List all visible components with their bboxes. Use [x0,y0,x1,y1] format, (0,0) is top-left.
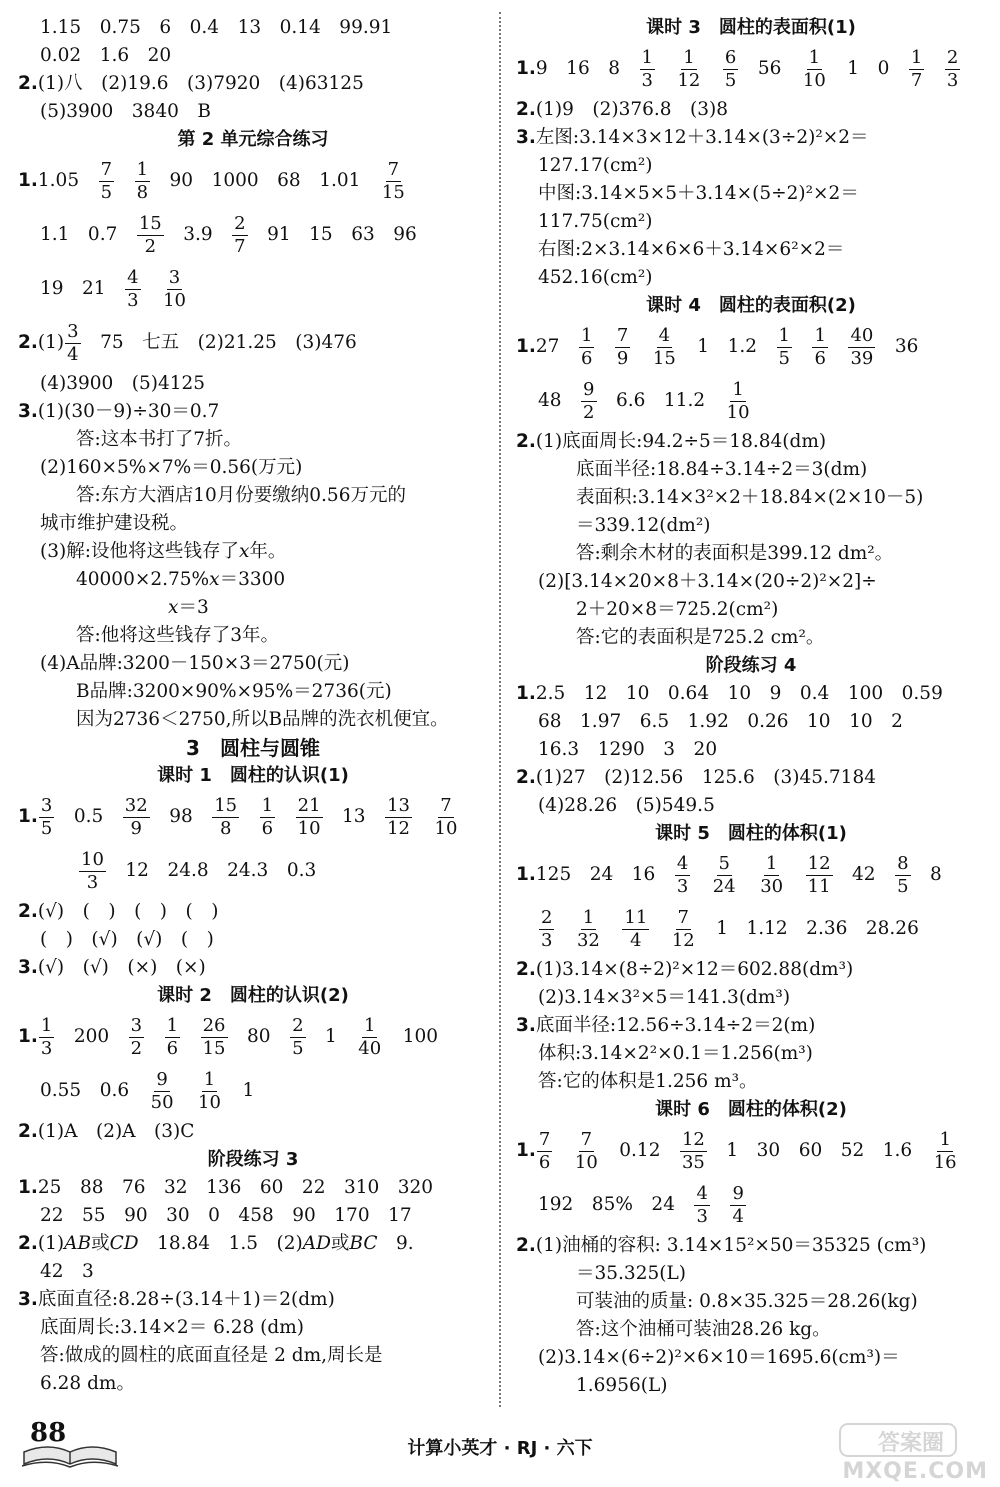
answer-line: B品牌:3200×90%×95%＝2736(元) [76,681,392,702]
answer-line: (5)3900 3840 B [40,101,211,122]
fraction: $\frac{7}{5}$ [100,158,113,203]
answer-line: 452.16(cm²) [538,267,653,288]
fraction: $\frac{7}{15}$ [381,158,405,203]
footer-title: 计算小英才 · RJ · 六下 [407,1438,593,1459]
answer-line: 答:它的表面积是725.2 cm²。 [576,627,825,648]
fraction: $\frac{21}{10}$ [297,794,321,839]
answer-line: ＝35.325(L) [576,1263,686,1284]
answer-item: 3.(1)(30－9)÷30＝0.7 [18,398,488,426]
watermark-logo-text: 答案圈 [877,1431,944,1456]
fraction: $\frac{1}{6}$ [580,324,593,369]
item-number: 1. [516,864,536,885]
fraction: $\frac{12}{11}$ [807,852,831,897]
answer-line: 1.1 0.7 $\frac{15}{2}$ 3.9 $\frac{2}{7}$ 91 15 63 96 [40,212,417,257]
fraction: $\frac{2}{5}$ [292,1014,304,1059]
item-number: 1. [516,1140,536,1161]
item-number: 3. [18,401,38,422]
fraction: $\frac{3}{4}$ [67,320,79,365]
fraction: $\frac{7}{10}$ [434,794,458,839]
fraction: $\frac{1}{16}$ [933,1128,957,1173]
answer-line: $\frac{2}{3}$ $\frac{1}{32}$ $\frac{11}{4}$ $\frac{7}{12}$ 1 1.12 2.36 28.26 [541,906,919,951]
answer-item: 2.(1)AB或CD 18.84 1.5 (2)AD或BC 9. [18,1230,488,1258]
answer-item: 1. $\frac{1}{3}$ 200 $\frac{3}{2}$ $\frac{1}{6}$ $\frac{26}{15}$ 80 $\frac{2}{5}$ 1 $\frac{1}{40}$ 100 [18,1010,488,1064]
fraction: $\frac{26}{15}$ [202,1014,226,1059]
answer-line: 答:做成的圆柱的底面直径是 2 dm,周长是 [40,1345,383,1366]
answer-item: 1.27 $\frac{1}{6}$ $\frac{7}{9}$ $\frac{4}{15}$ 1 1.2 $\frac{1}{5}$ $\frac{1}{6}$ $\frac{40}{39}$ 36 [516,320,986,374]
answer-line: 127.17(cm²) [538,155,653,176]
variable: x [209,569,220,590]
answer-line: 右图:2×3.14×6×6＋3.14×6²×2＝ [538,239,845,260]
item-number: 2. [18,1121,38,1142]
fraction: $\frac{7}{10}$ [574,1128,598,1173]
item-number: 3. [516,127,536,148]
variable: x [168,597,179,618]
answer-item: 2.(1)油桶的容积: 3.14×15²×50＝35325 (cm³) [516,1232,986,1260]
answer-line: (2)3.14×3²×5＝141.3(dm³) [538,987,791,1008]
right-column [516,14,986,1400]
item-number: 2. [18,73,38,94]
fraction: $\frac{9}{50}$ [150,1068,174,1113]
fraction: $\frac{15}{2}$ [138,212,162,257]
item-number: 1. [18,1026,38,1047]
answer-line: 6.28 dm。 [40,1373,135,1394]
fraction: $\frac{6}{5}$ [724,46,737,91]
fraction: $\frac{4}{3}$ [696,1182,708,1227]
answer-line: (4)A品牌:3200－150×3＝2750(元) [40,653,350,674]
answer-line: 117.75(cm²) [538,211,653,232]
answer-line: (2)160×5%×7%＝0.56(万元) [40,457,303,478]
answer-line: (4)28.26 (5)549.5 [538,795,715,816]
answer-line: 0.55 0.6 $\frac{9}{50}$ $\frac{1}{10}$ 1 [40,1068,255,1113]
item-number: 2. [516,99,536,120]
item-number: 2. [18,1233,38,1254]
answer-line: $\frac{10}{3}$ 12 24.8 24.3 0.3 [81,848,317,893]
item-number: 1. [516,683,536,704]
variable: x [238,541,250,562]
answer-line: 22 55 90 30 0 458 90 170 17 [40,1205,412,1226]
answer-item: 2.(1)八 (2)19.6 (3)7920 (4)63125 [18,70,488,98]
fraction: $\frac{3}{2}$ [130,1014,143,1059]
fraction: $\frac{8}{5}$ [897,852,909,897]
fraction: $\frac{11}{4}$ [624,906,648,951]
fraction: $\frac{1}{3}$ [40,1014,53,1059]
fraction: $\frac{1}{40}$ [358,1014,382,1059]
answer-item: 1.1.05 $\frac{7}{5}$ $\frac{1}{8}$ 90 1000 68 1.01 $\frac{7}{15}$ [18,154,488,208]
section-heading: 课时 1 圆柱的认识(1) [157,765,349,786]
answer-line: 答:他将这些钱存了3年。 [76,625,280,646]
fraction: $\frac{1}{6}$ [261,794,274,839]
item-number: 3. [18,957,38,978]
answer-item: 1.25 88 76 32 136 60 22 310 320 [18,1174,488,1202]
fraction: $\frac{10}{3}$ [81,848,104,893]
answer-line: 答:这个油桶可装油28.26 kg。 [576,1319,831,1340]
fraction: $\frac{1}{3}$ [641,46,653,91]
answer-item: 1. $\frac{7}{6}$ $\frac{7}{10}$ 0.12 $\frac{12}{35}$ 1 30 60 52 1.6 $\frac{1}{16}$ [516,1124,986,1178]
answer-line: (4)3900 (5)4125 [40,373,206,394]
fraction: $\frac{7}{9}$ [616,324,629,369]
fraction: $\frac{2}{3}$ [946,46,959,91]
section-heading: 阶段练习 4 [705,655,797,676]
answer-line: 体积:3.14×2²×0.1＝1.256(m³) [538,1043,813,1064]
fraction: $\frac{15}{8}$ [214,794,238,839]
fraction: $\frac{1}{6}$ [814,324,826,369]
item-number: 2. [18,332,38,353]
item-number: 1. [18,806,38,827]
answer-item: 3.左图:3.14×3×12＋3.14×(3÷2)²×2＝ [516,124,986,152]
fraction: $\frac{3}{5}$ [40,794,53,839]
fraction: $\frac{2}{7}$ [234,212,246,257]
variable: AB [64,1233,92,1254]
answer-line: 42 3 [40,1261,94,1282]
answer-line: ＝339.12(dm²) [576,515,711,536]
item-number: 2. [516,767,536,788]
section-heading: 课时 3 圆柱的表面积(1) [646,17,856,38]
fraction: $\frac{1}{8}$ [136,158,149,203]
answer-line: 底面半径:18.84÷3.14÷2＝3(dm) [576,459,868,480]
answer-line: x＝3 [18,594,488,622]
watermark [798,1420,988,1484]
answer-line: (3)解:设他将这些钱存了x年。 [18,538,488,566]
answer-line: 答:它的体积是1.256 m³。 [538,1071,758,1092]
answer-line: 68 1.97 6.5 1.92 0.26 10 10 2 [538,711,903,732]
fraction: $\frac{1}{10}$ [802,46,826,91]
fraction: $\frac{1}{7}$ [910,46,923,91]
answer-item: 1. $\frac{3}{5}$ 0.5 $\frac{32}{9}$ 98 $\frac{15}{8}$ $\frac{1}{6}$ $\frac{21}{10}$ 13 $\frac{13}{12}$ $\frac{7}{10}$ [18,790,488,844]
answer-line: 2＋20×8＝725.2(cm²) [576,599,779,620]
answer-line: 答:东方大酒店10月份要缴纳0.56万元的 [76,485,406,506]
column-divider [499,12,501,1407]
page-number: 88 [30,1418,67,1448]
answer-item: 2.(1)9 (2)376.8 (3)8 [516,96,986,124]
fraction: $\frac{4}{3}$ [127,266,139,311]
answer-item: 2.(1)A (2)A (3)C [18,1118,488,1146]
answer-item: 2.(1)3.14×(8÷2)²×12＝602.88(dm³) [516,956,986,984]
fraction: $\frac{1}{10}$ [198,1068,221,1113]
answer-item: 2.(1)底面周长:94.2÷5＝18.84(dm) [516,428,986,456]
answer-item: 1.125 24 16 $\frac{4}{3}$ $\frac{5}{24}$ $\frac{1}{30}$ $\frac{12}{11}$ 42 $\frac{8}{5}$ 8 [516,848,986,902]
section-heading: 课时 4 圆柱的表面积(2) [646,295,856,316]
answer-line: 答:这本书打了7折。 [76,429,243,450]
item-number: 2. [516,959,536,980]
fraction: $\frac{1}{5}$ [778,324,790,369]
section-heading: 课时 2 圆柱的认识(2) [157,985,349,1006]
fraction: $\frac{1}{30}$ [760,852,784,897]
answer-line: 因为2736＜2750,所以B品牌的洗衣机便宜。 [76,709,449,730]
answer-line: (2)[3.14×20×8＋3.14×(20÷2)²×2]÷ [538,571,877,592]
answer-line: 城市维护建设税。 [40,513,189,534]
fraction: $\frac{3}{10}$ [163,266,186,311]
answer-line: 底面周长:3.14×2＝ 6.28 (dm) [40,1317,304,1338]
answer-line: 1.6956(L) [576,1375,668,1396]
answer-line: (2)3.14×(6÷2)²×6×10＝1695.6(cm³)＝ [538,1347,900,1368]
answer-item: 1.2.5 12 10 0.64 10 9 0.4 100 0.59 [516,680,986,708]
fraction: $\frac{1}{32}$ [576,906,600,951]
answer-line: 16.3 1290 3 20 [538,739,718,760]
fraction: $\frac{9}{2}$ [583,378,595,423]
answer-item: 3.(√) (√) (×) (×) [18,954,488,982]
item-number: 2. [18,901,38,922]
item-number: 2. [516,431,536,452]
section-heading: 课时 6 圆柱的体积(2) [655,1099,847,1120]
fraction: $\frac{9}{4}$ [732,1182,744,1227]
fraction: $\frac{40}{39}$ [850,324,874,369]
item-number: 1. [516,58,536,79]
answer-item: 2.(1)27 (2)12.56 125.6 (3)45.7184 [516,764,986,792]
fraction: $\frac{5}{24}$ [712,852,736,897]
answer-line: 可装油的质量: 0.8×35.325＝28.26(kg) [576,1291,918,1312]
fraction: $\frac{7}{12}$ [671,906,695,951]
fraction: $\frac{13}{12}$ [387,794,410,839]
fraction: $\frac{4}{3}$ [676,852,689,897]
answer-line: 0.02 1.6 20 [40,45,172,66]
section-heading: 3 圆柱与圆锥 [186,736,320,760]
variable: AD [302,1233,331,1254]
answer-line: 192 85% 24 $\frac{4}{3}$ $\frac{9}{4}$ [538,1182,744,1227]
item-number: 1. [18,1177,38,1198]
answer-line: 中图:3.14×5×5＋3.14×(5÷2)²×2＝ [538,183,859,204]
fraction: $\frac{1}{6}$ [166,1014,179,1059]
item-number: 3. [18,1289,38,1310]
answer-line: 答:剩余木材的表面积是399.12 dm²。 [576,543,894,564]
item-number: 2. [516,1235,536,1256]
answer-line: 48 $\frac{9}{2}$ 6.6 11.2 $\frac{1}{10}$ [538,378,750,423]
fraction: $\frac{1}{10}$ [726,378,750,423]
section-heading: 阶段练习 3 [207,1149,299,1170]
fraction: $\frac{1}{12}$ [677,46,701,91]
answer-line: 19 21 $\frac{4}{3}$ $\frac{3}{10}$ [40,266,186,311]
fraction: $\frac{12}{35}$ [681,1128,705,1173]
answer-item: 3.底面直径:8.28÷(3.14＋1)＝2(dm) [18,1286,488,1314]
answer-item: 1.9 16 8 $\frac{1}{3}$ $\frac{1}{12}$ $\frac{6}{5}$ 56 $\frac{1}{10}$ 1 0 $\frac{1}{7}$ $\frac{2}{3}$ [516,42,986,96]
fraction: $\frac{7}{6}$ [538,1128,551,1173]
item-number: 1. [18,170,38,191]
watermark-text: MXQE.COM [842,1459,988,1484]
item-number: 1. [516,336,536,357]
variable: CD [109,1233,139,1254]
answer-line: ( ) (√) (√) ( ) [40,929,214,950]
section-heading: 第 2 单元综合练习 [177,129,329,150]
answer-item: 2.(1) $\frac{3}{4}$ 75 七五 (2)21.25 (3)476 [18,316,488,370]
fraction: $\frac{2}{3}$ [541,906,553,951]
answer-item: 2.(√) ( ) ( ) ( ) [18,898,488,926]
left-column [18,14,488,1398]
section-heading: 课时 5 圆柱的体积(1) [655,823,847,844]
fraction: $\frac{4}{15}$ [652,324,676,369]
answer-line: 40000×2.75%x＝3300 [18,566,488,594]
answer-line: 表面积:3.14×3²×2＋18.84×(2×10－5) [576,487,924,508]
fraction: $\frac{32}{9}$ [124,794,148,839]
answer-line: 1.15 0.75 6 0.4 13 0.14 99.91 [40,17,393,38]
variable: BC [349,1233,378,1254]
answer-item: 3.底面半径:12.56÷3.14÷2＝2(m) [516,1012,986,1040]
item-number: 3. [516,1015,536,1036]
